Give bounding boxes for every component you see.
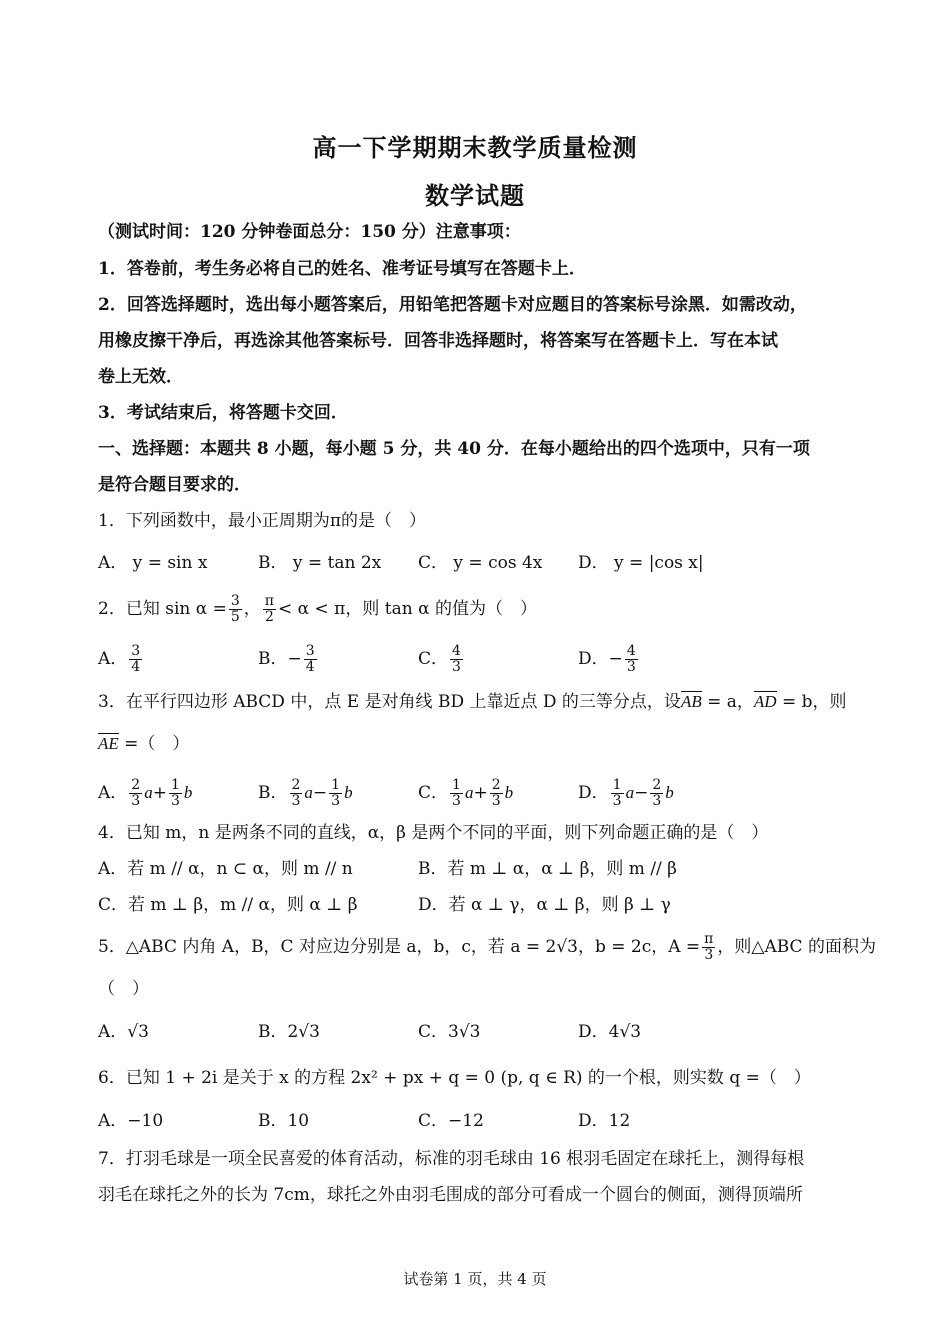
q5-option-b: B．2√3 bbox=[258, 1022, 320, 1042]
note-2-line-1: 2．回答选择题时，选出每小题答案后，用铅笔把答题卡对应题目的答案标号涂黑．如需改动， bbox=[98, 295, 807, 315]
note-2-line-3: 卷上无效． bbox=[98, 367, 183, 387]
q2-option-d: D．− $\frac{4}{3}$ bbox=[578, 643, 636, 675]
note-3: 3．考试结束后，将答题卡交回． bbox=[98, 403, 348, 423]
q1-stem: 1．下列函数中，最小正周期为π的是（ ） bbox=[98, 511, 426, 531]
q4-option-a: A．若 m // α，n ⊂ α，则 m // n bbox=[98, 859, 353, 879]
note-2-line-2: 用橡皮擦干净后，再选涂其他答案标号．回答非选择题时，将答案写在答题卡上．写在本试 bbox=[98, 331, 778, 351]
q5-stem-line-1: 5．△ABC 内角 A，B，C 对应边分别是 a，b，c，若 a = 2√3，b = 2c，A = $\frac{\pi}{3}$ ，则△ABC 的面积为 bbox=[98, 931, 876, 963]
q7-stem-line-2: 羽毛在球托之外的长为 7cm，球托之外由羽毛围成的部分可看成一个圆台的侧面，测得顶端所 bbox=[98, 1185, 803, 1205]
page-footer: 试卷第 1 页，共 4 页 bbox=[403, 1270, 547, 1288]
q3-option-d: D． $\frac{1}{3}$ a− $\frac{2}{3}$ b bbox=[578, 777, 674, 809]
q4-option-c: C．若 m ⊥ β，m // α，则 α ⊥ β bbox=[98, 895, 358, 915]
q3-option-c: C． $\frac{1}{3}$ a+ $\frac{2}{3}$ b bbox=[418, 777, 514, 809]
q6-option-c: C．−12 bbox=[418, 1111, 484, 1131]
q4-option-d: D．若 α ⊥ γ，α ⊥ β，则 β ⊥ γ bbox=[418, 895, 671, 915]
exam-title: 高一下学期期末教学质量检测 bbox=[312, 133, 638, 162]
q2-option-a: A． $\frac{3}{4}$ bbox=[98, 643, 141, 675]
q1-option-b: B． y = tan 2x bbox=[258, 553, 382, 573]
q4-option-b: B．若 m ⊥ α，α ⊥ β，则 m // β bbox=[418, 859, 678, 879]
q3-stem-line-1: 3．在平行四边形 ABCD 中，点 E 是对角线 BD 上靠近点 D 的三等分点，设AB = a，AD = b，则 bbox=[98, 692, 847, 712]
section-heading-line-2: 是符合题目要求的． bbox=[98, 475, 251, 495]
q2-stem-post: < α < π，则 tan α 的值为（ ） bbox=[278, 599, 537, 619]
q2-frac-sin: $\frac{3}{5}$ bbox=[230, 593, 240, 625]
q2-stem: 2．已知 sin α = $\frac{3}{5}$ ， $\frac{\pi}{2}$ < α < π，则 tan α 的值为（ ） bbox=[98, 593, 537, 625]
q6-stem: 6．已知 1 + 2i 是关于 x 的方程 2x² + px + q = 0 (p, q ∈ R) 的一个根，则实数 q =（ ） bbox=[98, 1068, 811, 1088]
q6-option-d: D．12 bbox=[578, 1111, 631, 1131]
section-heading-line-1: 一、选择题：本题共 8 小题，每小题 5 分，共 40 分．在每小题给出的四个选项中，只有一项 bbox=[98, 439, 810, 459]
q1-option-d: D． y = |cos x| bbox=[578, 553, 704, 573]
q2-option-c: C． $\frac{4}{3}$ bbox=[418, 643, 461, 675]
q5-stem-line-2: （ ） bbox=[98, 979, 149, 999]
q6-option-a: A．−10 bbox=[98, 1111, 164, 1131]
exam-subtitle: 数学试题 bbox=[425, 181, 525, 210]
note-1: 1．答卷前，考生务必将自己的姓名、准考证号填写在答题卡上． bbox=[98, 259, 586, 279]
q2-stem-pre: 2．已知 sin α = bbox=[98, 599, 227, 619]
q5-option-a: A．√3 bbox=[98, 1022, 149, 1042]
q1-option-c: C． y = cos 4x bbox=[418, 553, 543, 573]
q7-stem-line-1: 7．打羽毛球是一项全民喜爱的体育活动，标准的羽毛球由 16 根羽毛固定在球托上，测得每根 bbox=[98, 1149, 805, 1169]
q2-option-b: B．− $\frac{3}{4}$ bbox=[258, 643, 315, 675]
q3-stem-line-2: AE =（ ） bbox=[98, 734, 190, 754]
q1-option-a: A． y = sin x bbox=[98, 553, 208, 573]
q5-frac-pi: $\frac{\pi}{3}$ bbox=[704, 931, 714, 963]
q6-option-b: B．10 bbox=[258, 1111, 310, 1131]
q5-option-d: D．4√3 bbox=[578, 1022, 642, 1042]
q3-option-b: B． $\frac{2}{3}$ a− $\frac{1}{3}$ b bbox=[258, 777, 353, 809]
q2-frac-pi: $\frac{\pi}{2}$ bbox=[264, 593, 274, 625]
q4-stem: 4．已知 m，n 是两条不同的直线，α，β 是两个不同的平面，则下列命题正确的是（ ） bbox=[98, 823, 769, 843]
exam-meta: （测试时间：120 分钟卷面总分：150 分）注意事项： bbox=[98, 222, 521, 242]
q5-option-c: C．3√3 bbox=[418, 1022, 481, 1042]
q3-option-a: A． $\frac{2}{3}$ a+ $\frac{1}{3}$ b bbox=[98, 777, 193, 809]
